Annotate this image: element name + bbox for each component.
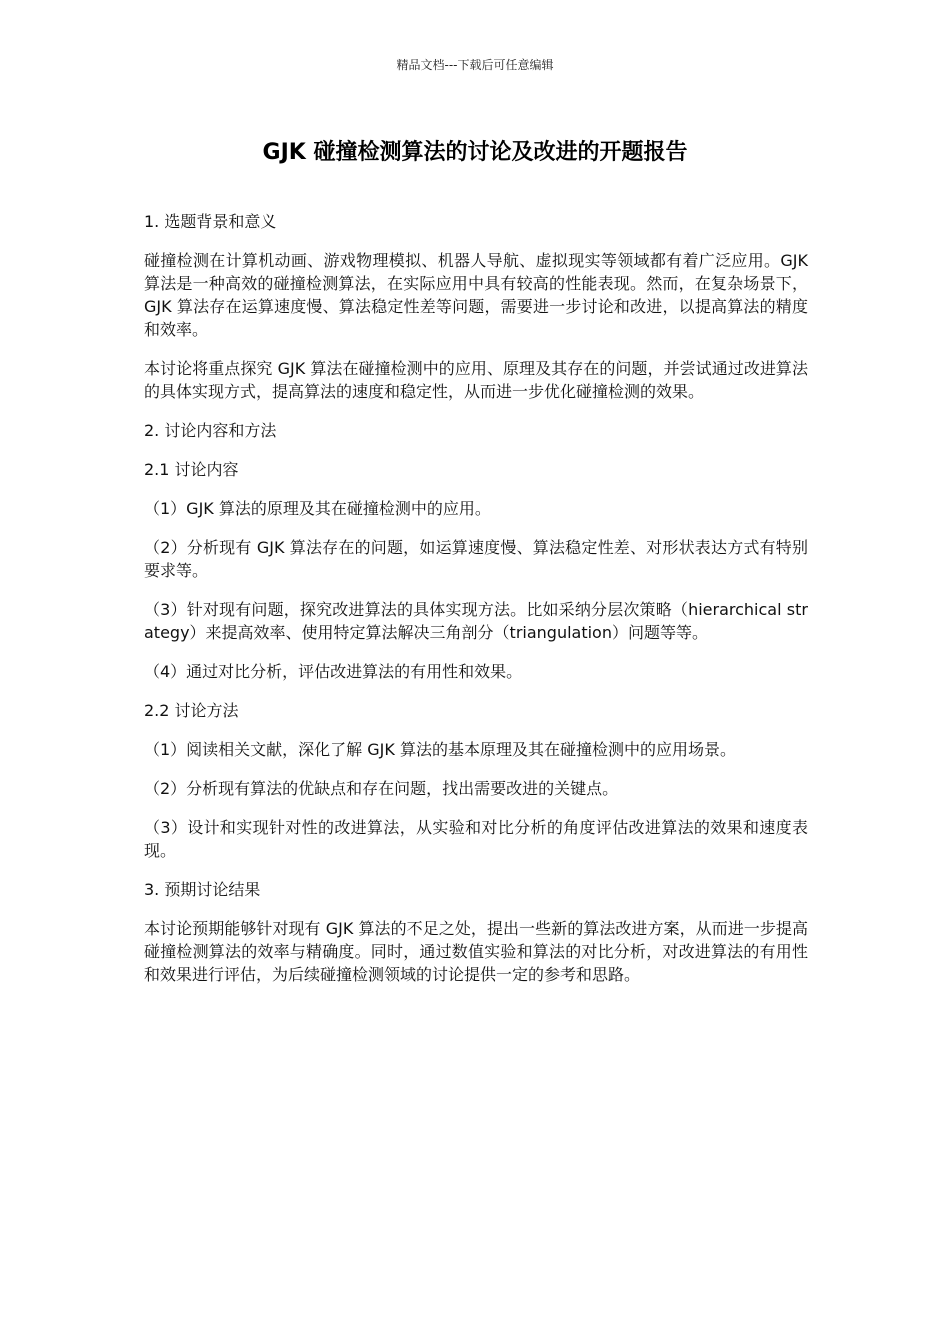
method-item-2: （2）分析现有算法的优缺点和存在问题，找出需要改进的关键点。 — [144, 779, 619, 798]
section-heading-expected-results: 3. 预期讨论结果 — [144, 880, 261, 899]
paragraph-background-2: 本讨论将重点探究 GJK 算法在碰撞检测中的应用、原理及其存在的问题，并尝试通过改进算法的具体实现方式，提高算法的速度和稳定性，从而进一步优化碰撞检测的效果。 — [144, 359, 808, 401]
content-item-4: （4）通过对比分析，评估改进算法的有用性和效果。 — [144, 662, 523, 681]
subsection-heading-methods: 2.2 讨论方法 — [144, 701, 239, 720]
paragraph-expected-results: 本讨论预期能够针对现有 GJK 算法的不足之处，提出一些新的算法改进方案，从而进一步提高碰撞检测算法的效率与精确度。同时，通过数值实验和算法的对比分析，对改进算法的有用性和效果进行评估，为后续碰撞检测领域的讨论提供一定的参考和思路。 — [144, 919, 808, 984]
subsection-heading-content: 2.1 讨论内容 — [144, 460, 239, 479]
header-note: 精品文档---下载后可任意编辑 — [396, 58, 554, 72]
document-title: GJK 碰撞检测算法的讨论及改进的开题报告 — [262, 140, 688, 165]
content-item-3: （3）针对现有问题，探究改进算法的具体实现方法。比如采纳分层次策略（hierarchical strategy）来提高效率、使用特定算法解决三角剖分（triangulation）问题等等。 — [144, 600, 808, 642]
content-item-1: （1）GJK 算法的原理及其在碰撞检测中的应用。 — [144, 499, 491, 518]
paragraph-background-1: 碰撞检测在计算机动画、游戏物理模拟、机器人导航、虚拟现实等领域都有着广泛应用。GJK 算法是一种高效的碰撞检测算法，在实际应用中具有较高的性能表现。然而，在复杂场景下，GJK 算法存在运算速度慢、算法稳定性差等问题，需要进一步讨论和改进，以提高算法的精度和效率。 — [144, 251, 808, 339]
section-heading-content-methods: 2. 讨论内容和方法 — [144, 421, 277, 440]
content-item-2: （2）分析现有 GJK 算法存在的问题，如运算速度慢、算法稳定性差、对形状表达方式有特别要求等。 — [144, 538, 808, 580]
method-item-3: （3）设计和实现针对性的改进算法，从实验和对比分析的角度评估改进算法的效果和速度表现。 — [144, 818, 808, 860]
document-body — [144, 210, 808, 1002]
method-item-1: （1）阅读相关文献，深化了解 GJK 算法的基本原理及其在碰撞检测中的应用场景。 — [144, 740, 736, 759]
section-heading-background: 1. 选题背景和意义 — [144, 212, 277, 231]
